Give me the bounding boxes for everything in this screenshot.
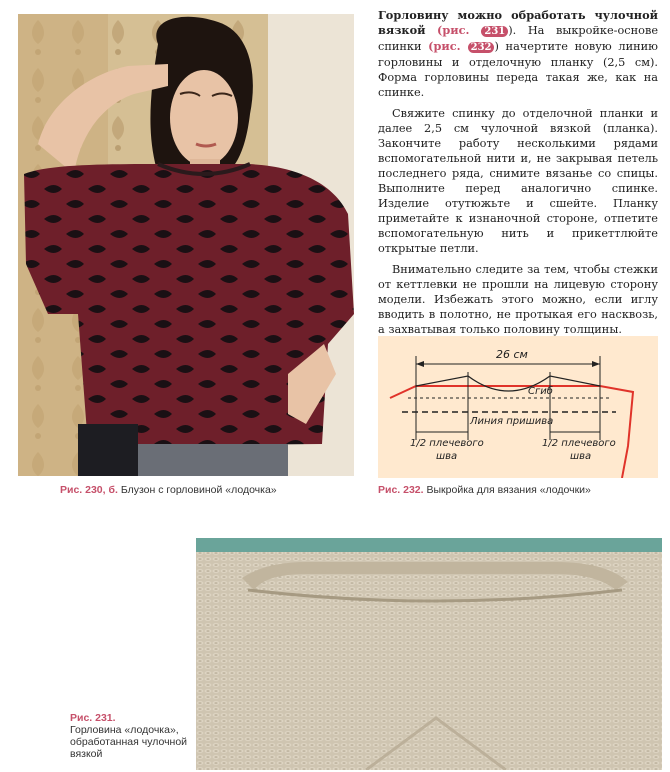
- half-shoulder-right-line1: 1/2 плечевого: [542, 438, 616, 449]
- photo-knitted-neckline: [196, 538, 662, 770]
- neckline-curve: [416, 376, 600, 391]
- body-text: [378, 8, 658, 337]
- half-shoulder-left-line2: шва: [436, 451, 458, 462]
- pattern-diagram: [378, 336, 658, 478]
- figure-232-caption: [378, 484, 591, 496]
- paragraph-2: Свяжите спинку до отделочной планки и далее 2,5 см чулочной вязкой (планка). Закончите работу несколькими рядами вспомогательной нити и, не закрывая петель последнего ряда, снимите вязанье со спицы. Выполните перед аналогично спинке. Изделие отутюжьте и сшейте. Планку приметайте к изнаночной стороне, отпетите вспомогательную нить и прикеттлюйте открытые петли.: [378, 107, 658, 255]
- figure-232-label: Рис. 232.: [378, 484, 424, 496]
- seam-label: Линия пришива: [470, 416, 554, 427]
- ref-fig-231: [437, 23, 508, 37]
- ref-232-word: (рис.: [428, 39, 461, 53]
- half-shoulder-left-line1: 1/2 плечевого: [410, 438, 484, 449]
- photo-model-in-sweater: [18, 14, 354, 476]
- paragraph-1-text-b: ) начертите новую линию горловины и отделочную планку (2,5 см). Форма горловины переда такая же, как на спинке.: [378, 40, 658, 99]
- figure-232-text: Выкройка для вязания «лодочки»: [426, 484, 591, 496]
- ref-fig-232: [428, 39, 494, 53]
- width-label: 26 см: [496, 348, 528, 361]
- figure-231-caption: [70, 712, 190, 760]
- figure-231-text: Горловина «лодочка», обработанная чулочной вязкой: [70, 724, 188, 760]
- paragraph-1-lead: Горловину можно обработать чулочной вязкой: [378, 8, 658, 37]
- ref-232-num: 232: [468, 42, 495, 53]
- figure-230-caption: [60, 484, 277, 496]
- ref-231-num: 231: [481, 26, 508, 37]
- paragraph-3: Внимательно следите за тем, чтобы стежки от кеттлевки не прошли на лицевую сторону модели. Избежать этого можно, если иглу вводить в полотно, не протыкая его насквозь, а захватывая только половину толщины.: [378, 263, 658, 336]
- ref-231-word: (рис.: [437, 23, 470, 37]
- figure-231-label: Рис. 231.: [70, 712, 116, 724]
- paragraph-1: [378, 8, 658, 100]
- half-shoulder-right-line2: шва: [570, 451, 592, 462]
- figure-230-label: Рис. 230, б.: [60, 484, 118, 496]
- paragraph-1-text-a: ). На выкройке-основе спинки: [378, 24, 659, 53]
- fold-label: Сгиб: [528, 386, 553, 397]
- figure-230-text: Блузон с горловиной «лодочка»: [120, 484, 277, 496]
